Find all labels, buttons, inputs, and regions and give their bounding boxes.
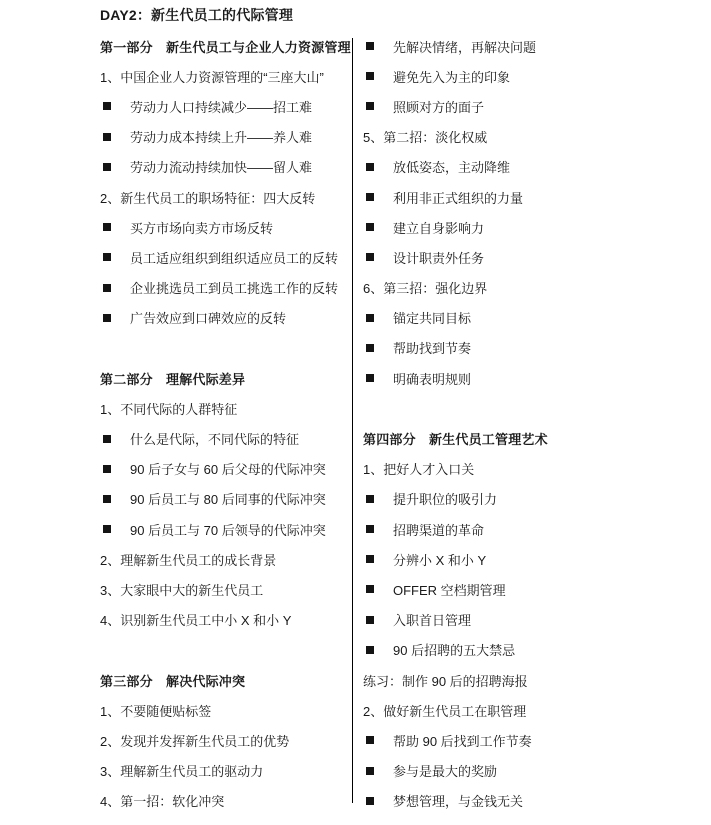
line-text: 参与是最大的奖励 bbox=[393, 764, 498, 780]
line-text: 90 后招聘的五大禁忌 bbox=[393, 643, 516, 659]
line-text: 3、理解新生代员工的驱动力 bbox=[100, 764, 264, 780]
line-text: 什么是代际，不同代际的特征 bbox=[130, 432, 300, 448]
bullet-item bbox=[100, 242, 352, 272]
line-text: 劳动力流动持续加快——留人难 bbox=[130, 160, 313, 176]
blank-line bbox=[363, 393, 693, 423]
line-text: 2、发现并发挥新生代员工的优势 bbox=[100, 733, 290, 749]
line-text: 第二部分 理解代际差异 bbox=[100, 371, 246, 387]
bullet-item bbox=[363, 242, 693, 272]
bullet-item bbox=[100, 423, 352, 453]
line-text: 2、理解新生代员工的成长背景 bbox=[100, 552, 277, 568]
bullet-square-icon bbox=[366, 314, 374, 322]
line-text: 提升职位的吸引力 bbox=[393, 492, 498, 508]
bullet-item bbox=[363, 786, 693, 816]
line-text: 第四部分 新生代员工管理艺术 bbox=[363, 432, 548, 448]
bullet-item bbox=[363, 484, 693, 514]
numbered-item bbox=[100, 544, 352, 574]
line-text: 入职首日管理 bbox=[393, 613, 472, 629]
bullet-square-icon bbox=[366, 555, 374, 563]
line-text: 1、不要随便贴标签 bbox=[100, 703, 212, 719]
bullet-square-icon bbox=[103, 102, 111, 110]
line-text: 锚定共同目标 bbox=[393, 311, 472, 327]
numbered-item bbox=[363, 454, 693, 484]
section-heading bbox=[100, 31, 352, 61]
bullet-item bbox=[363, 756, 693, 786]
line-text: 建立自身影响力 bbox=[393, 220, 485, 236]
line-text: 1、中国企业人力资源管理的“三座大山” bbox=[100, 69, 324, 85]
bullet-item bbox=[363, 605, 693, 635]
bullet-square-icon bbox=[366, 767, 374, 775]
bullet-square-icon bbox=[366, 616, 374, 624]
bullet-item bbox=[100, 454, 352, 484]
blank-line bbox=[100, 333, 352, 363]
bullet-square-icon bbox=[103, 253, 111, 261]
line-text: 第一部分 新生代员工与企业人力资源管理 bbox=[100, 39, 351, 55]
bullet-item bbox=[100, 484, 352, 514]
bullet-square-icon bbox=[366, 193, 374, 201]
bullet-item bbox=[363, 182, 693, 212]
line-text: 帮助 90 后找到工作节奏 bbox=[393, 733, 532, 749]
line-text: 照顾对方的面子 bbox=[393, 99, 485, 115]
bullet-item bbox=[100, 122, 352, 152]
bullet-square-icon bbox=[366, 646, 374, 654]
bullet-item bbox=[363, 91, 693, 121]
bullet-square-icon bbox=[366, 736, 374, 744]
bullet-item bbox=[363, 303, 693, 333]
bullet-item bbox=[363, 152, 693, 182]
line-text: 90 后员工与 80 后同事的代际冲突 bbox=[130, 492, 326, 508]
bullet-square-icon bbox=[366, 525, 374, 533]
bullet-square-icon bbox=[366, 163, 374, 171]
bullet-item bbox=[363, 61, 693, 91]
line-text: 企业挑选员工到员工挑选工作的反转 bbox=[130, 281, 339, 297]
numbered-item bbox=[100, 182, 352, 212]
numbered-item bbox=[100, 574, 352, 604]
numbered-item bbox=[363, 665, 693, 695]
line-text: 利用非正式组织的力量 bbox=[393, 190, 524, 206]
numbered-item bbox=[100, 695, 352, 725]
bullet-square-icon bbox=[103, 495, 111, 503]
bullet-square-icon bbox=[366, 72, 374, 80]
line-text: 招聘渠道的革命 bbox=[393, 522, 485, 538]
line-text: 员工适应组织到组织适应员工的反转 bbox=[130, 250, 339, 266]
line-text: 1、不同代际的人群特征 bbox=[100, 401, 238, 417]
line-text: 广告效应到口碑效应的反转 bbox=[130, 311, 287, 327]
bullet-square-icon bbox=[366, 223, 374, 231]
bullet-square-icon bbox=[366, 344, 374, 352]
line-text: 2、新生代员工的职场特征：四大反转 bbox=[100, 190, 316, 206]
line-text: 第三部分 解决代际冲突 bbox=[100, 673, 246, 689]
bullet-square-icon bbox=[103, 223, 111, 231]
line-text: 设计职责外任务 bbox=[393, 250, 485, 266]
bullet-square-icon bbox=[103, 133, 111, 141]
section-heading bbox=[363, 423, 693, 453]
numbered-item bbox=[100, 61, 352, 91]
line-text: OFFER 空档期管理 bbox=[393, 582, 506, 598]
bullet-item bbox=[100, 91, 352, 121]
line-text: 放低姿态，主动降维 bbox=[393, 160, 511, 176]
line-text: 分辨小 X 和小 Y bbox=[393, 552, 487, 568]
bullet-item bbox=[100, 514, 352, 544]
bullet-item bbox=[363, 574, 693, 604]
line-text: 90 后员工与 70 后领导的代际冲突 bbox=[130, 522, 326, 538]
section-heading bbox=[100, 665, 352, 695]
bullet-square-icon bbox=[366, 374, 374, 382]
numbered-item bbox=[363, 695, 693, 725]
line-text: 先解决情绪，再解决问题 bbox=[393, 39, 537, 55]
right-column bbox=[363, 31, 693, 816]
bullet-item bbox=[363, 333, 693, 363]
line-text: 梦想管理，与金钱无关 bbox=[393, 794, 524, 810]
bullet-item bbox=[100, 273, 352, 303]
numbered-item bbox=[363, 273, 693, 303]
section-heading bbox=[100, 363, 352, 393]
bullet-square-icon bbox=[103, 314, 111, 322]
numbered-item bbox=[363, 122, 693, 152]
bullet-item bbox=[363, 212, 693, 242]
line-text: 明确表明规则 bbox=[393, 371, 472, 387]
line-text: 3、大家眼中大的新生代员工 bbox=[100, 582, 264, 598]
bullet-item bbox=[363, 514, 693, 544]
bullet-square-icon bbox=[103, 525, 111, 533]
line-text: 劳动力成本持续上升——养人难 bbox=[130, 130, 313, 146]
bullet-square-icon bbox=[103, 163, 111, 171]
numbered-item bbox=[100, 725, 352, 755]
left-column bbox=[100, 31, 352, 816]
numbered-item bbox=[100, 393, 352, 423]
line-text: 1、把好人才入口关 bbox=[363, 462, 475, 478]
line-text: 6、第三招：强化边界 bbox=[363, 281, 488, 297]
bullet-square-icon bbox=[366, 102, 374, 110]
bullet-square-icon bbox=[366, 495, 374, 503]
bullet-square-icon bbox=[366, 253, 374, 261]
numbered-item bbox=[100, 786, 352, 816]
bullet-item bbox=[100, 212, 352, 242]
bullet-item bbox=[363, 635, 693, 665]
column-divider bbox=[352, 38, 353, 803]
bullet-square-icon bbox=[366, 797, 374, 805]
page-title: DAY2：新生代员工的代际管理 bbox=[100, 7, 294, 24]
line-text: 4、第一招：软化冲突 bbox=[100, 794, 225, 810]
bullet-square-icon bbox=[103, 284, 111, 292]
line-text: 90 后子女与 60 后父母的代际冲突 bbox=[130, 462, 326, 478]
bullet-square-icon bbox=[103, 465, 111, 473]
bullet-item bbox=[100, 152, 352, 182]
bullet-item bbox=[363, 725, 693, 755]
bullet-square-icon bbox=[103, 435, 111, 443]
line-text: 买方市场向卖方市场反转 bbox=[130, 220, 274, 236]
numbered-item bbox=[100, 756, 352, 786]
line-text: 帮助找到节奏 bbox=[393, 341, 472, 357]
bullet-item bbox=[363, 544, 693, 574]
bullet-square-icon bbox=[366, 585, 374, 593]
blank-line bbox=[100, 635, 352, 665]
bullet-square-icon bbox=[366, 42, 374, 50]
bullet-item bbox=[363, 363, 693, 393]
bullet-item bbox=[100, 303, 352, 333]
line-text: 2、做好新生代员工在职管理 bbox=[363, 703, 527, 719]
line-text: 5、第二招：淡化权威 bbox=[363, 130, 488, 146]
numbered-item bbox=[100, 605, 352, 635]
bullet-item bbox=[363, 31, 693, 61]
line-text: 4、识别新生代员工中小 X 和小 Y bbox=[100, 613, 292, 629]
line-text: 劳动力人口持续减少——招工难 bbox=[130, 99, 313, 115]
line-text: 避免先入为主的印象 bbox=[393, 69, 511, 85]
line-text: 练习：制作 90 后的招聘海报 bbox=[363, 673, 528, 689]
